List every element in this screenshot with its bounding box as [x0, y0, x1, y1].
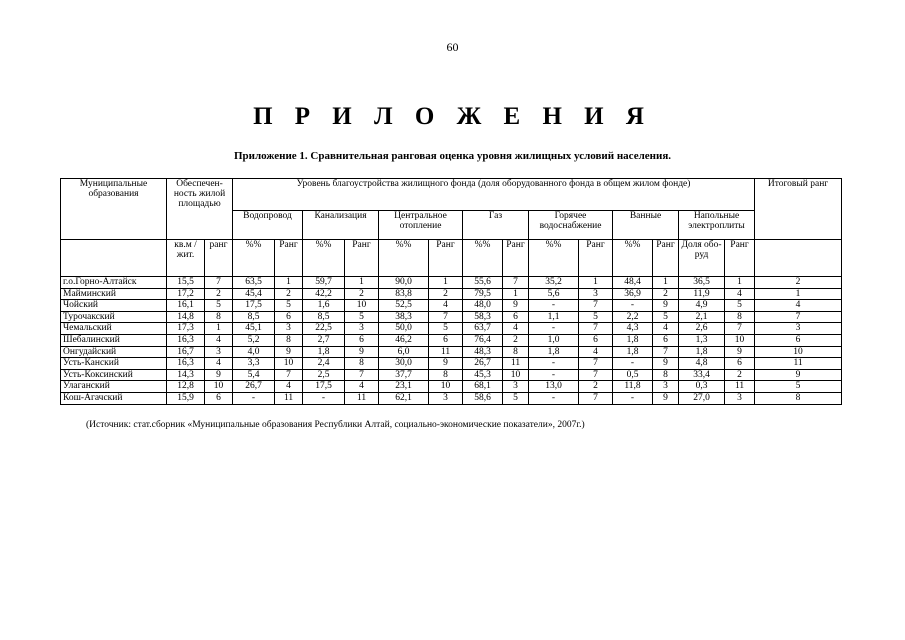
- sub-header: %%: [233, 240, 275, 277]
- header-empty-cell: [755, 240, 842, 277]
- header-sqm-per-resident: кв.м /жит.: [167, 240, 205, 277]
- table-cell: 3: [579, 288, 613, 300]
- table-cell: 11: [429, 346, 463, 358]
- table-cell: 6,0: [379, 346, 429, 358]
- table-cell: 7: [579, 300, 613, 312]
- table-row: [61, 358, 842, 370]
- table-cell: 63,5: [233, 277, 275, 289]
- table-cell: 3: [725, 392, 755, 404]
- table-cell: 11: [503, 358, 529, 370]
- table-cell: 52,5: [379, 300, 429, 312]
- table-cell: 2,2: [613, 311, 653, 323]
- table-cell: 4: [503, 323, 529, 335]
- table-cell: 2: [275, 288, 303, 300]
- sub-header: %%: [463, 240, 503, 277]
- table-cell: 4,3: [613, 323, 653, 335]
- table-cell: 10: [725, 334, 755, 346]
- table-cell: 11: [275, 392, 303, 404]
- table-cell: 1: [429, 277, 463, 289]
- table-cell: 6: [205, 392, 233, 404]
- table-cell: 68,1: [463, 381, 503, 393]
- table-cell: 3: [275, 323, 303, 335]
- sub-header: Ранг: [579, 240, 613, 277]
- table-cell: 6: [345, 334, 379, 346]
- table-cell: 7: [755, 311, 842, 323]
- table-cell: 6: [429, 334, 463, 346]
- table-cell: -: [613, 358, 653, 370]
- table-cell: 5,4: [233, 369, 275, 381]
- table-cell: 1: [653, 277, 679, 289]
- table-cell: 6: [503, 311, 529, 323]
- sub-header: Ранг: [345, 240, 379, 277]
- table-cell: 5: [345, 311, 379, 323]
- sub-header: %%: [529, 240, 579, 277]
- sub-header: Ранг: [653, 240, 679, 277]
- header-baths: Ванные: [613, 210, 679, 239]
- sub-header: Ранг: [429, 240, 463, 277]
- table-row: [61, 277, 842, 289]
- table-cell: 2,7: [303, 334, 345, 346]
- header-sewerage: Канализация: [303, 210, 379, 239]
- table-cell: 42,2: [303, 288, 345, 300]
- table-cell: 1,8: [303, 346, 345, 358]
- table-cell: 50,0: [379, 323, 429, 335]
- table-cell: 2: [653, 288, 679, 300]
- table-cell: 48,0: [463, 300, 503, 312]
- table-cell: 9: [755, 369, 842, 381]
- table-cell: -: [529, 369, 579, 381]
- table-cell: 9: [275, 346, 303, 358]
- table-cell: 6: [725, 358, 755, 370]
- table-cell: 3: [503, 381, 529, 393]
- table-cell: 0,5: [613, 369, 653, 381]
- table-cell: 5: [503, 392, 529, 404]
- table-cell: 46,2: [379, 334, 429, 346]
- sub-header: %%: [379, 240, 429, 277]
- table-cell: 0,3: [679, 381, 725, 393]
- table-cell: 76,4: [463, 334, 503, 346]
- table-cell: 1: [579, 277, 613, 289]
- source-note: (Источник: стат.сборник «Муниципальные образования Республики Алтай, социально-экономические показатели», 2007г.): [86, 420, 585, 430]
- table-row: [61, 300, 842, 312]
- table-cell: 3,3: [233, 358, 275, 370]
- table-cell: 2: [429, 288, 463, 300]
- table-cell: 7: [579, 369, 613, 381]
- table-cell: 37,7: [379, 369, 429, 381]
- table-cell: -: [233, 392, 275, 404]
- sub-header: Доля обо- руд: [679, 240, 725, 277]
- table-cell: 11: [725, 381, 755, 393]
- header-municipality: Муниципальные образования: [61, 179, 167, 240]
- table-row: [61, 381, 842, 393]
- table-cell: 58,3: [463, 311, 503, 323]
- table-cell: 45,4: [233, 288, 275, 300]
- table-cell: 12,8: [167, 381, 205, 393]
- table-cell: 2,4: [303, 358, 345, 370]
- table-cell: 8: [503, 346, 529, 358]
- table-cell: 7: [205, 277, 233, 289]
- table-cell: 5: [429, 323, 463, 335]
- table-cell: 9: [653, 392, 679, 404]
- table-cell: 33,4: [679, 369, 725, 381]
- table-cell: 4: [755, 300, 842, 312]
- table-cell: 5,6: [529, 288, 579, 300]
- sub-header: %%: [303, 240, 345, 277]
- header-electric-stoves: Напольные электроплиты: [679, 210, 755, 239]
- header-living-area: Обеспечен- ность жилой площадью: [167, 179, 233, 240]
- table-cell: 8: [755, 392, 842, 404]
- table-cell: 8: [725, 311, 755, 323]
- table-cell: -: [529, 392, 579, 404]
- table-cell: 9: [653, 300, 679, 312]
- table-cell: 4: [725, 288, 755, 300]
- municipality-name: Майминский: [61, 288, 167, 300]
- table-cell: 10: [429, 381, 463, 393]
- table-cell: 26,7: [233, 381, 275, 393]
- table-cell: 4,9: [679, 300, 725, 312]
- table-cell: 14,3: [167, 369, 205, 381]
- table-cell: 4,0: [233, 346, 275, 358]
- table-cell: 16,3: [167, 334, 205, 346]
- table-cell: 2: [755, 277, 842, 289]
- table-row: [61, 392, 842, 404]
- table-cell: 3: [755, 323, 842, 335]
- table-cell: 1,0: [529, 334, 579, 346]
- table-cell: 16,7: [167, 346, 205, 358]
- table-cell: -: [529, 300, 579, 312]
- table-cell: 5,2: [233, 334, 275, 346]
- table-cell: 1,6: [303, 300, 345, 312]
- table-cell: 8: [653, 369, 679, 381]
- table-cell: 7: [429, 311, 463, 323]
- table-cell: 59,7: [303, 277, 345, 289]
- table-cell: 17,2: [167, 288, 205, 300]
- sub-header: %%: [613, 240, 653, 277]
- table-cell: 1: [205, 323, 233, 335]
- municipality-name: Чойский: [61, 300, 167, 312]
- table-cell: 9: [205, 369, 233, 381]
- table-cell: 6: [275, 311, 303, 323]
- table-cell: 5: [755, 381, 842, 393]
- header-improvement-level: Уровень благоустройства жилищного фонда (доля оборудованного фонда в общем жилом фонде): [233, 179, 755, 211]
- table-cell: 11,8: [613, 381, 653, 393]
- municipality-name: Усть-Коксинский: [61, 369, 167, 381]
- table-cell: 4: [429, 300, 463, 312]
- table-cell: 2: [725, 369, 755, 381]
- table-cell: 5: [579, 311, 613, 323]
- table-cell: 3: [205, 346, 233, 358]
- table-cell: 1: [725, 277, 755, 289]
- table-cell: 35,2: [529, 277, 579, 289]
- table-cell: -: [613, 300, 653, 312]
- table-cell: 45,1: [233, 323, 275, 335]
- table-cell: 2,6: [679, 323, 725, 335]
- table-cell: 10: [345, 300, 379, 312]
- table-cell: 7: [503, 277, 529, 289]
- municipality-name: Улаганский: [61, 381, 167, 393]
- table-cell: 48,4: [613, 277, 653, 289]
- table-cell: 1,8: [613, 334, 653, 346]
- table-cell: 3: [429, 392, 463, 404]
- table-cell: 9: [725, 346, 755, 358]
- table-cell: 7: [579, 323, 613, 335]
- table-cell: 1,8: [679, 346, 725, 358]
- header-empty-cell: [61, 240, 167, 277]
- table-cell: 90,0: [379, 277, 429, 289]
- table-cell: 10: [275, 358, 303, 370]
- table-cell: 16,1: [167, 300, 205, 312]
- table-cell: 7: [725, 323, 755, 335]
- table-cell: 8,5: [303, 311, 345, 323]
- municipality-name: Онгудайский: [61, 346, 167, 358]
- sub-header: Ранг: [725, 240, 755, 277]
- table-cell: 4,8: [679, 358, 725, 370]
- table-cell: 8,5: [233, 311, 275, 323]
- table-cell: 5: [725, 300, 755, 312]
- table-cell: -: [529, 323, 579, 335]
- table-cell: 6: [653, 334, 679, 346]
- table-cell: 5: [205, 300, 233, 312]
- table-cell: 8: [275, 334, 303, 346]
- municipality-name: г.о.Горно-Алтайск: [61, 277, 167, 289]
- table-cell: 4: [205, 358, 233, 370]
- header-gas: Газ: [463, 210, 529, 239]
- municipality-name: Шебалинский: [61, 334, 167, 346]
- table-cell: 17,5: [233, 300, 275, 312]
- table-cell: 1,8: [529, 346, 579, 358]
- table-cell: 79,5: [463, 288, 503, 300]
- table-cell: 11,9: [679, 288, 725, 300]
- table-cell: 48,3: [463, 346, 503, 358]
- table-cell: 1: [345, 277, 379, 289]
- table-row: [61, 323, 842, 335]
- table-cell: 5: [653, 311, 679, 323]
- table-cell: 6: [579, 334, 613, 346]
- table-cell: 9: [429, 358, 463, 370]
- header-total-rank: Итоговый ранг: [755, 179, 842, 240]
- table-cell: 1,3: [679, 334, 725, 346]
- table-cell: 17,5: [303, 381, 345, 393]
- table-cell: 14,8: [167, 311, 205, 323]
- table-cell: 1: [503, 288, 529, 300]
- table-cell: 36,9: [613, 288, 653, 300]
- table-cell: 1: [275, 277, 303, 289]
- table-cell: 45,3: [463, 369, 503, 381]
- table-cell: 26,7: [463, 358, 503, 370]
- table-cell: 8: [429, 369, 463, 381]
- table-cell: 2,1: [679, 311, 725, 323]
- table-cell: 2,5: [303, 369, 345, 381]
- table-cell: 2: [205, 288, 233, 300]
- sub-header: Ранг: [503, 240, 529, 277]
- table-cell: 16,3: [167, 358, 205, 370]
- sub-header: Ранг: [275, 240, 303, 277]
- municipality-name: Турочакский: [61, 311, 167, 323]
- table-cell: 4: [653, 323, 679, 335]
- table-cell: 9: [503, 300, 529, 312]
- table-cell: 7: [579, 392, 613, 404]
- table-cell: 9: [653, 358, 679, 370]
- table-cell: 4: [205, 334, 233, 346]
- table-cell: 8: [345, 358, 379, 370]
- table-cell: 6: [755, 334, 842, 346]
- table-cell: 11: [755, 358, 842, 370]
- header-area-rank: ранг: [205, 240, 233, 277]
- table-cell: 23,1: [379, 381, 429, 393]
- table-cell: 55,6: [463, 277, 503, 289]
- table-caption: Приложение 1. Сравнительная ранговая оценка уровня жилищных условий населения.: [233, 150, 672, 162]
- table-cell: 7: [345, 369, 379, 381]
- table-cell: 36,5: [679, 277, 725, 289]
- table-cell: 4: [275, 381, 303, 393]
- table-cell: 62,1: [379, 392, 429, 404]
- table-cell: 4: [345, 381, 379, 393]
- table-cell: 8: [205, 311, 233, 323]
- table-row: [61, 311, 842, 323]
- table-row: [61, 369, 842, 381]
- table-cell: 2: [579, 381, 613, 393]
- table-cell: 2: [345, 288, 379, 300]
- table-cell: 1: [755, 288, 842, 300]
- table-row: [61, 346, 842, 358]
- table-cell: -: [529, 358, 579, 370]
- table-cell: 15,9: [167, 392, 205, 404]
- table-cell: 1,1: [529, 311, 579, 323]
- table-cell: 58,6: [463, 392, 503, 404]
- table-cell: 5: [275, 300, 303, 312]
- table-row: [61, 288, 842, 300]
- municipality-name: Чемальский: [61, 323, 167, 335]
- table-cell: 10: [755, 346, 842, 358]
- municipality-name: Кош-Агачский: [61, 392, 167, 404]
- table-cell: 1,8: [613, 346, 653, 358]
- page-number: 60: [446, 40, 459, 54]
- table-cell: -: [303, 392, 345, 404]
- table-cell: 22,5: [303, 323, 345, 335]
- table-row: [61, 334, 842, 346]
- table-cell: 2: [503, 334, 529, 346]
- table-cell: -: [613, 392, 653, 404]
- table-cell: 83,8: [379, 288, 429, 300]
- table-cell: 9: [345, 346, 379, 358]
- table-cell: 10: [503, 369, 529, 381]
- table-cell: 13,0: [529, 381, 579, 393]
- header-central-heating: Центральное отопление: [379, 210, 463, 239]
- table-cell: 15,5: [167, 277, 205, 289]
- table-cell: 7: [653, 346, 679, 358]
- header-hot-water: Горячее водоснабжение: [529, 210, 613, 239]
- table-cell: 7: [275, 369, 303, 381]
- table-cell: 3: [345, 323, 379, 335]
- table-cell: 11: [345, 392, 379, 404]
- table-cell: 17,3: [167, 323, 205, 335]
- table-cell: 30,0: [379, 358, 429, 370]
- appendix-heading: П Р И Л О Ж Е Н И Я: [253, 103, 652, 130]
- table-cell: 3: [653, 381, 679, 393]
- table-cell: 7: [579, 358, 613, 370]
- table-cell: 27,0: [679, 392, 725, 404]
- header-water-supply: Водопровод: [233, 210, 303, 239]
- table-cell: 4: [579, 346, 613, 358]
- table-cell: 63,7: [463, 323, 503, 335]
- municipality-name: Усть-Канский: [61, 358, 167, 370]
- housing-rank-table: [60, 178, 842, 405]
- table-cell: 10: [205, 381, 233, 393]
- table-cell: 38,3: [379, 311, 429, 323]
